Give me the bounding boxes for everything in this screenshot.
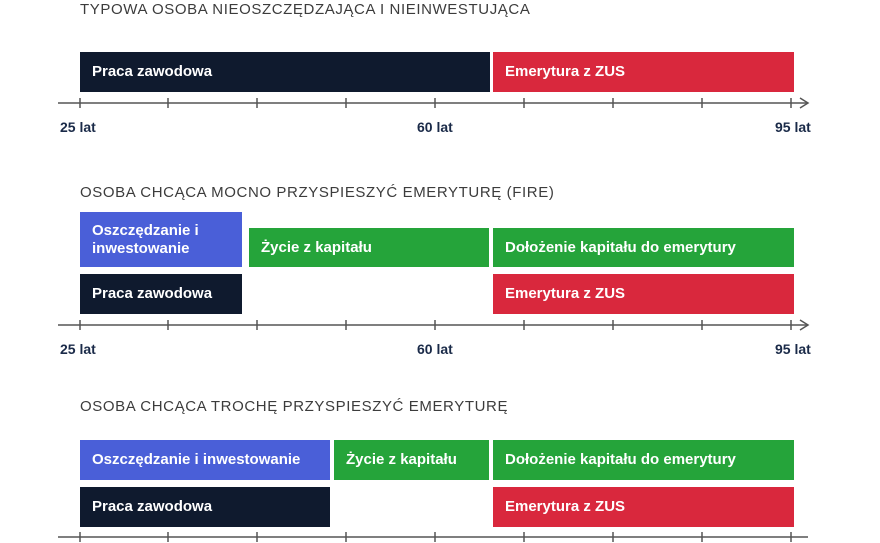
axis-label-start: 25 lat bbox=[60, 341, 96, 357]
timeline-axis bbox=[58, 531, 818, 543]
bar-work: Praca zawodowa bbox=[80, 274, 242, 314]
bar-zus-pension: Emerytura z ZUS bbox=[493, 52, 794, 92]
axis-label-end: 95 lat bbox=[775, 119, 811, 135]
timeline-axis bbox=[58, 319, 818, 331]
axis-label-start: 25 lat bbox=[60, 119, 96, 135]
bar-saving-investing: Oszczędzanie i inwestowanie bbox=[80, 440, 330, 480]
bar-work: Praca zawodowa bbox=[80, 487, 330, 527]
bar-capital-to-pension: Dołożenie kapitału do emerytury bbox=[493, 440, 794, 480]
bar-saving-investing: Oszczędzanie i inwestowanie bbox=[80, 212, 242, 267]
axis-label-end: 95 lat bbox=[775, 341, 811, 357]
axis-label-mid: 60 lat bbox=[417, 341, 453, 357]
section-title: TYPOWA OSOBA NIEOSZCZĘDZAJĄCA I NIEINWESTUJĄCA bbox=[80, 1, 531, 18]
bar-zus-pension: Emerytura z ZUS bbox=[493, 487, 794, 527]
bar-capital-to-pension: Dołożenie kapitału do emerytury bbox=[493, 228, 794, 267]
bar-zus-pension: Emerytura z ZUS bbox=[493, 274, 794, 314]
axis-label-mid: 60 lat bbox=[417, 119, 453, 135]
bar-living-off-capital: Życie z kapitału bbox=[334, 440, 489, 480]
timeline-axis bbox=[58, 97, 818, 109]
bar-work: Praca zawodowa bbox=[80, 52, 490, 92]
bar-living-off-capital: Życie z kapitału bbox=[249, 228, 489, 267]
section-title: OSOBA CHCĄCA MOCNO PRZYSPIESZYĆ EMERYTURĘ (FIRE) bbox=[80, 184, 555, 201]
section-title: OSOBA CHCĄCA TROCHĘ PRZYSPIESZYĆ EMERYTURĘ bbox=[80, 398, 509, 415]
